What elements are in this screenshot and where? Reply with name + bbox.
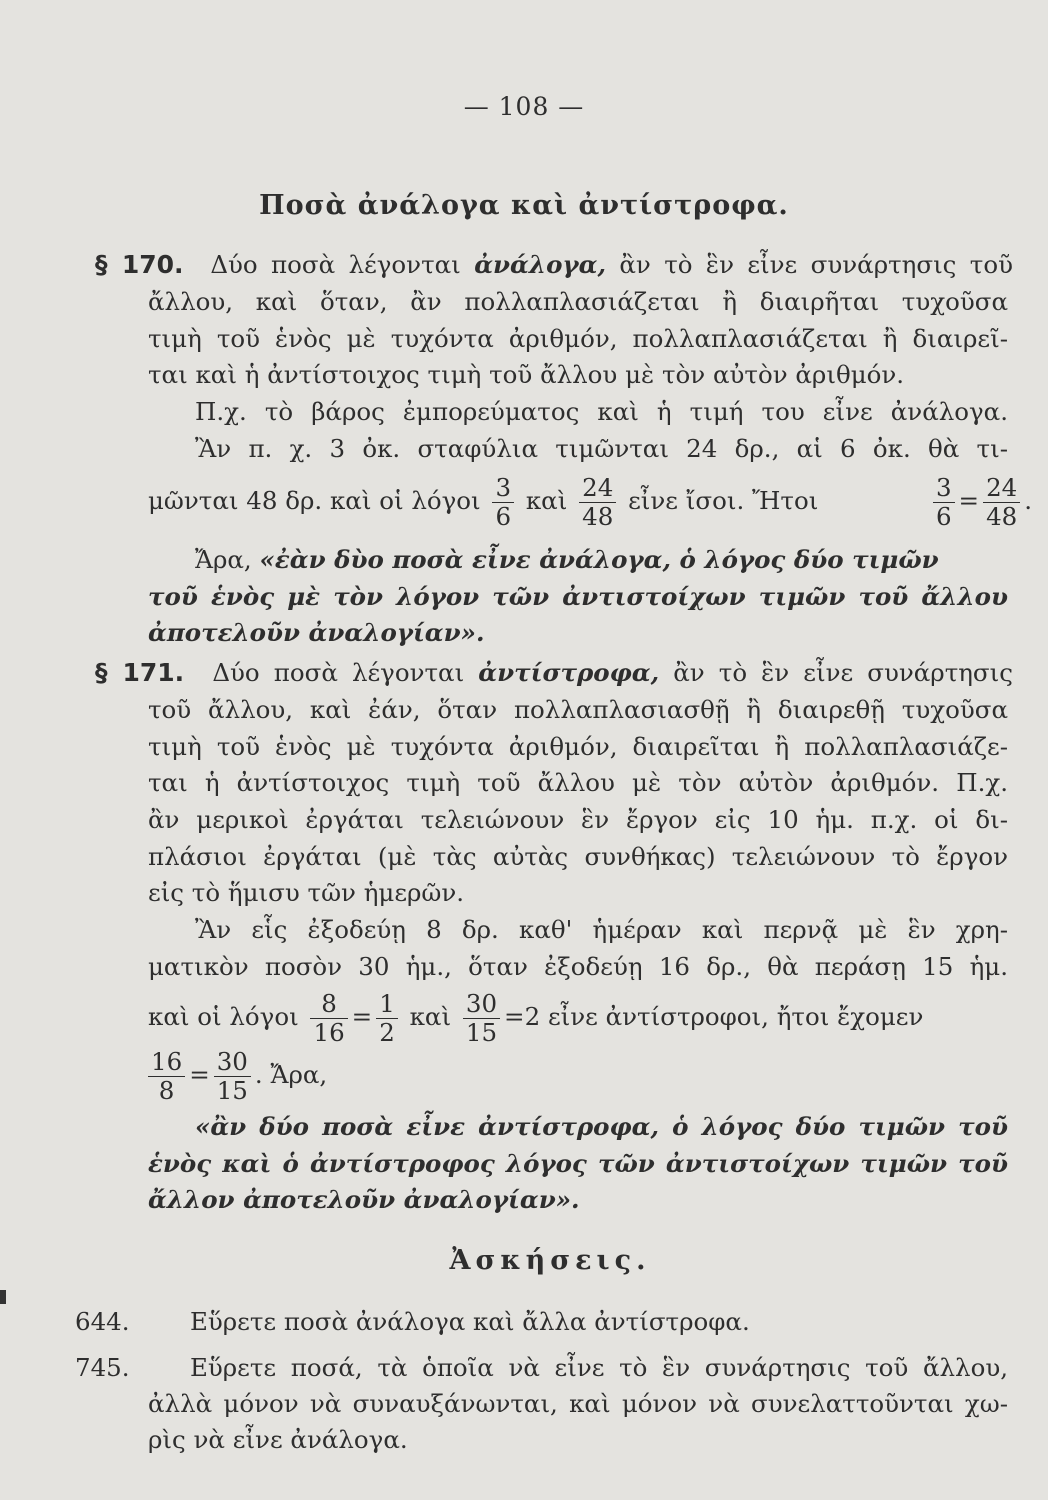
numerator: 30 bbox=[214, 1048, 251, 1077]
numerator: 24 bbox=[579, 474, 616, 503]
exercise-number: 745. bbox=[75, 1353, 130, 1382]
s170-line-7 bbox=[148, 472, 1033, 531]
fraction-16-8 bbox=[148, 1048, 185, 1105]
rule-analoga-3: ἀποτελοῦν ἀναλογίαν». bbox=[148, 618, 485, 647]
s171-line-6: πλάσιοι ἐργάται (μὲ τὰς αὐτὰς συνθήκας) τελειώνουν τὸ ἔργον bbox=[148, 842, 1008, 871]
s170-text: Ἄρα, bbox=[195, 545, 260, 574]
s171-text: ἂν τὸ ἓν εἶνε συνάρτησις bbox=[659, 658, 1013, 687]
numerator: 16 bbox=[148, 1048, 185, 1077]
term-antistrofa: ἀντίστροφα, bbox=[478, 658, 660, 687]
s171-line-9: ματικὸν ποσὸν 30 ἡμ., ὅταν ἐξοδεύῃ 16 δρ., θὰ περάσῃ 15 ἡμ. bbox=[148, 952, 1008, 981]
numerator: 30 bbox=[463, 990, 500, 1019]
s171-number: § 171. bbox=[95, 658, 185, 687]
numerator: 3 bbox=[492, 474, 514, 503]
numerator: 24 bbox=[983, 474, 1020, 503]
s170-line-1 bbox=[95, 250, 1013, 280]
numerator: 3 bbox=[933, 474, 955, 503]
s171-line-10 bbox=[148, 988, 1008, 1047]
denominator: 2 bbox=[379, 1018, 395, 1047]
denominator: 48 bbox=[582, 502, 614, 531]
s170-number: § 170. bbox=[95, 250, 184, 279]
margin-mark bbox=[0, 1290, 6, 1304]
exercise-text: ρὶς νὰ εἶνε ἀνάλογα. bbox=[148, 1425, 408, 1454]
rule-analoga-1: «ἐὰν δὺο ποσὰ εἶνε ἀνάλογα, ὁ λόγος δύο τιμῶν bbox=[259, 545, 939, 574]
s170-line-8 bbox=[195, 545, 1008, 575]
denominator: 6 bbox=[935, 502, 952, 531]
fraction-24-48-b bbox=[983, 474, 1020, 531]
s170-text: μῶνται 48 δρ. καὶ οἱ λόγοι bbox=[148, 486, 481, 515]
s170-line-5: Π.χ. τὸ βάρος ἐμπορεύματος καὶ ἡ τιμή του εἶνε ἀνάλογα. bbox=[195, 397, 1008, 426]
s171-text: Δύο ποσὰ λέγονται bbox=[212, 658, 479, 687]
denominator: 6 bbox=[495, 502, 512, 531]
s171-text: καὶ οἱ λόγοι bbox=[148, 1002, 299, 1031]
s171-line-4: ται ἡ ἀντίστοιχος τιμὴ τοῦ ἄλλου μὲ τὸν αὐτὸν ἀριθμόν. Π.χ. bbox=[148, 768, 1008, 797]
period: . bbox=[1024, 486, 1033, 515]
rule-antistrofa-3: ἄλλον ἀποτελοῦν ἀναλογίαν». bbox=[148, 1185, 580, 1214]
numerator: 8 bbox=[310, 990, 347, 1019]
exercise-text: ἀλλὰ μόνον νὰ συναυξάνωνται, καὶ μόνον νὰ συνελαττοῦνται χω- bbox=[148, 1389, 1008, 1418]
section-heading: Ποσὰ ἀνάλογα καὶ ἀντίστροφα. bbox=[259, 190, 789, 221]
denominator: 16 bbox=[313, 1018, 345, 1047]
fraction-3-6-b bbox=[933, 474, 955, 531]
equals-sign: = bbox=[351, 1002, 373, 1031]
fraction-8-16 bbox=[310, 990, 347, 1047]
rule-antistrofa-2: ἑνὸς καὶ ὁ ἀντίστροφος λόγος τῶν ἀντιστοίχων τιμῶν τοῦ bbox=[148, 1149, 1008, 1178]
s171-line-5: ἂν μερικοὶ ἐργάται τελειώνουν ἓν ἔργον εἰς 10 ἡμ. π.χ. οἱ δι- bbox=[148, 805, 1008, 834]
rule-antistrofa-1: «ἂν δύο ποσὰ εἶνε ἀντίστροφα, ὁ λόγος δύο τιμῶν τοῦ bbox=[195, 1112, 1008, 1141]
fraction-3-6 bbox=[492, 474, 514, 531]
exercise-text: Εὕρετε ποσά, τὰ ὁποῖα νὰ εἶνε τὸ ἓν συνάρτησις τοῦ ἄλλου, bbox=[190, 1353, 1008, 1382]
s170-text: καὶ bbox=[525, 486, 568, 515]
denominator: 15 bbox=[216, 1076, 248, 1105]
term-analoga: ἀνάλογα, bbox=[474, 250, 606, 279]
s171-text: καὶ bbox=[409, 1002, 452, 1031]
s170-text: ἂν τὸ ἓν εἶνε συνάρτησις τοῦ bbox=[605, 250, 1013, 279]
denominator: 15 bbox=[465, 1018, 498, 1047]
denominator: 48 bbox=[986, 502, 1018, 531]
s170-line-3: τιμὴ τοῦ ἑνὸς μὲ τυχόντα ἀριθμόν, πολλαπλασιάζεται ἢ διαιρεῖ- bbox=[148, 324, 1008, 353]
numerator: 1 bbox=[376, 990, 398, 1019]
s171-line-11 bbox=[148, 1046, 1008, 1105]
s170-line-4: ται καὶ ἡ ἀντίστοιχος τιμὴ τοῦ ἄλλου μὲ τὸν αὐτὸν ἀριθμόν. bbox=[148, 360, 905, 389]
s170-line-2: ἄλλου, καὶ ὅταν, ἂν πολλαπλασιάζεται ἢ διαιρῆται τυχοῦσα bbox=[148, 287, 1008, 316]
denominator: 8 bbox=[158, 1076, 175, 1105]
equals-sign: = bbox=[189, 1060, 210, 1089]
fraction-30-15 bbox=[463, 990, 500, 1047]
exercise-number: 644. bbox=[75, 1307, 130, 1336]
s171-line-3: τιμὴ τοῦ ἑνὸς μὲ τυχόντα ἀριθμόν, διαιρεῖται ἢ πολλαπλασιάζε- bbox=[148, 732, 1008, 761]
fraction-1-2 bbox=[376, 990, 398, 1047]
equals-sign: = bbox=[958, 486, 980, 515]
s171-text: . Ἄρα, bbox=[254, 1060, 328, 1089]
s171-line-2: τοῦ ἄλλου, καὶ ἐάν, ὅταν πολλαπλασιασθῇ ἢ διαιρεθῇ τυχοῦσα bbox=[148, 695, 1008, 724]
exercise-text: Εὕρετε ποσὰ ἀνάλογα καὶ ἄλλα ἀντίστροφα. bbox=[190, 1307, 750, 1336]
fraction-30-15-b bbox=[214, 1048, 251, 1105]
fraction-24-48 bbox=[579, 474, 616, 531]
page-number: — 108 — bbox=[463, 92, 585, 121]
s170-line-6: Ἂν π. χ. 3 ὀκ. σταφύλια τιμῶνται 24 δρ., αἱ 6 ὀκ. θὰ τι- bbox=[195, 434, 1008, 463]
s171-text: =2 εἶνε ἀντίστροφοι, ἤτοι ἔχομεν bbox=[504, 1002, 924, 1031]
s171-line-1 bbox=[95, 658, 1013, 688]
s171-line-8: Ἂν εἷς ἐξοδεύῃ 8 δρ. καθ' ἡμέραν καὶ περνᾷ μὲ ἓν χρη- bbox=[195, 915, 1008, 944]
exercises-heading: Ἀσκήσεις. bbox=[449, 1245, 651, 1276]
s170-text: εἶνε ἴσοι. Ἤτοι bbox=[628, 486, 819, 515]
rule-analoga-2: τοῦ ἑνὸς μὲ τὸν λόγον τῶν ἀντιστοίχων τιμῶν τοῦ ἄλλου bbox=[148, 582, 1008, 611]
s170-text: Δύο ποσὰ λέγονται bbox=[210, 250, 475, 279]
s171-line-7: εἰς τὸ ἥμισυ τῶν ἡμερῶν. bbox=[148, 878, 465, 907]
